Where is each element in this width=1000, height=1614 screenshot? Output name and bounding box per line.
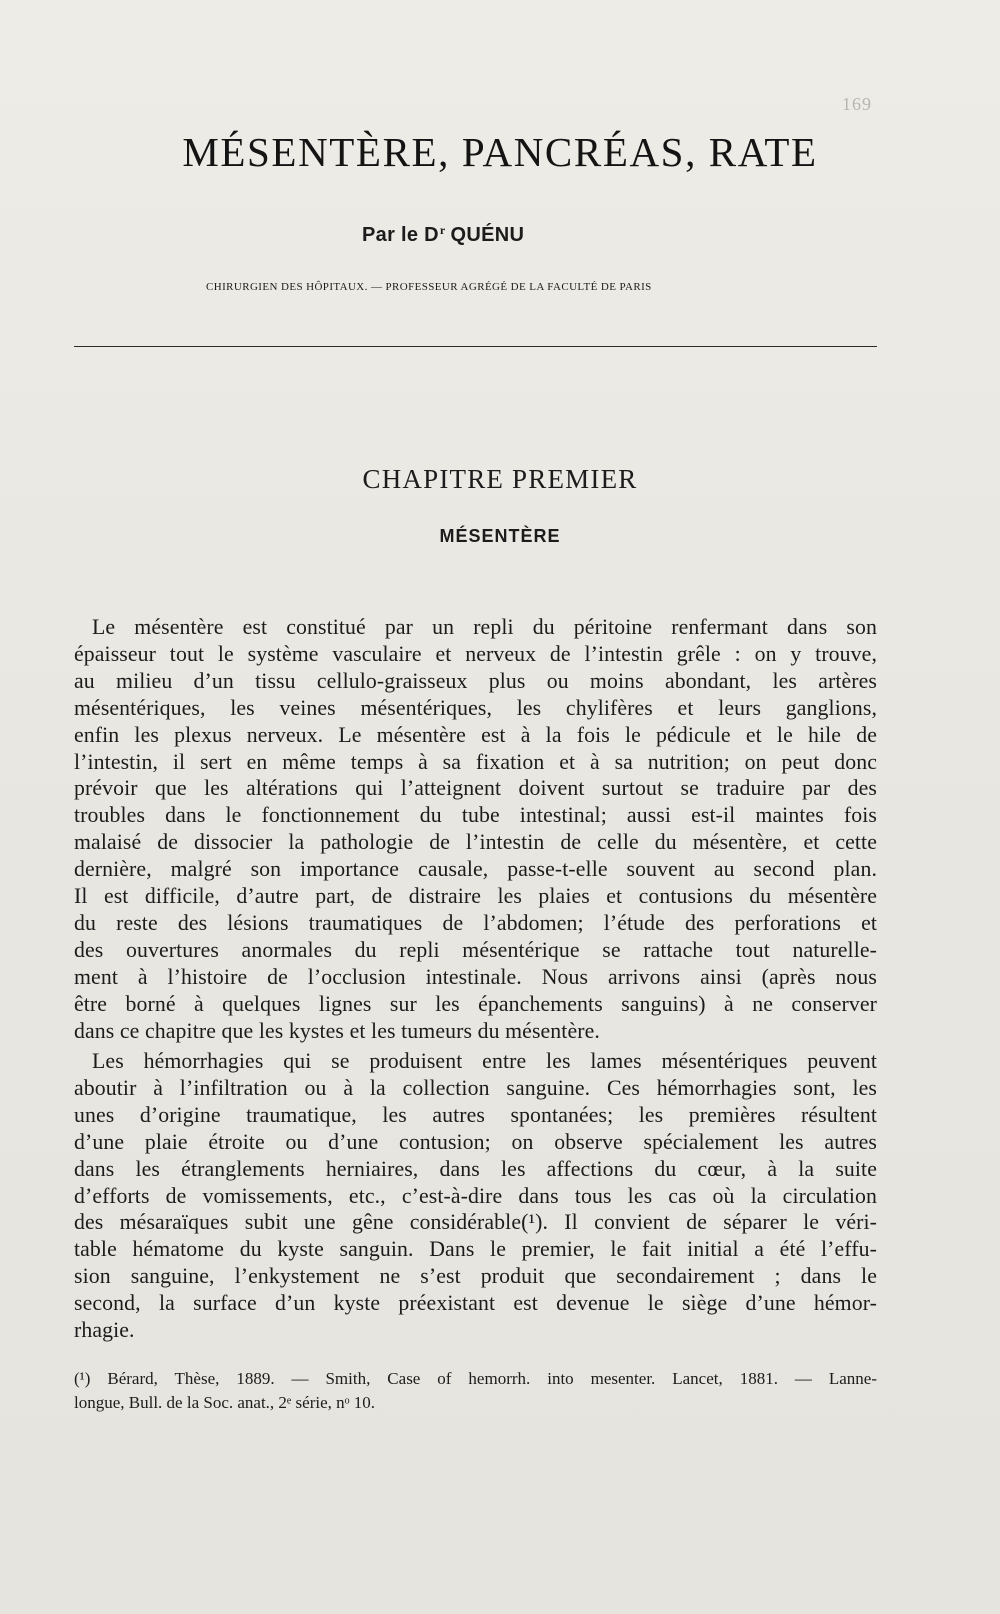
paragraph-line: épaisseur tout le système vasculaire et nerveux de l’intestin grêle : on y trouve,: [74, 641, 877, 666]
author-credentials: CHIRURGIEN DES HÔPITAUX. — PROFESSEUR AGRÉGÉ DE LA FACULTÉ DE PARIS: [206, 281, 652, 293]
paragraph-line: dans ce chapitre que les kystes et les tumeurs du mésentère.: [74, 1018, 600, 1043]
paragraph-line: Il est difficile, d’autre part, de distraire les plaies et contusions du mésentère: [74, 884, 877, 909]
paragraph-line: au milieu d’un tissu cellulo-graisseux plus ou moins abondant, les artères: [74, 668, 877, 693]
paragraph-line: unes d’origine traumatique, les autres spontanées; les premières résultent: [74, 1102, 877, 1127]
paragraph-line: l’intestin, il sert en même temps à sa fixation et à sa nutrition; on peut donc: [74, 749, 877, 774]
paragraph-line: aboutir à l’infiltration ou à la collection sanguine. Ces hémorrhagies sont, les: [74, 1075, 877, 1100]
chapter-title: CHAPITRE PREMIER: [362, 464, 638, 494]
paragraph-line: Le mésentère est constitué par un repli du péritoine renfermant dans son: [92, 615, 877, 639]
paragraph-line: table hématome du kyste sanguin. Dans le premier, le fait initial a été l’effu-: [74, 1237, 877, 1262]
paragraph-line: prévoir que les altérations qui l’atteignent doivent surtout se traduire par des: [74, 776, 877, 801]
author-prefix: Par le D: [362, 224, 439, 246]
paragraph-line: ment à l’histoire de l’occlusion intestinale. Nous arrivons ainsi (après nous: [74, 964, 877, 989]
paragraph-line: d’une plaie étroite ou d’une contusion; on observe spécialement les autres: [74, 1129, 877, 1154]
paragraph-line: des mésaraïques subit une gêne considérable(¹). Il convient de séparer le véri-: [74, 1210, 877, 1235]
paragraph-line: second, la surface d’un kyste préexistant est devenue le siège d’une hémor-: [74, 1291, 877, 1316]
paragraph-line: rhagie.: [74, 1318, 135, 1343]
body-paragraph-2: [74, 1048, 877, 1344]
paragraph-line: Les hémorrhagies qui se produisent entre les lames mésentériques peuvent: [92, 1049, 877, 1073]
footnote-line: longue, Bull. de la Soc. anat., 2ᵉ série, nᵒ 10.: [74, 1393, 376, 1412]
paragraph-line: sion sanguine, l’enkystement ne s’est produit que secondairement ; dans le: [74, 1264, 877, 1289]
author-line: [362, 224, 682, 247]
footnote-line: (¹) Bérard, Thèse, 1889. — Smith, Case of hemorrh. into mesenter. Lancet, 1881. — Lanne-: [74, 1369, 877, 1388]
author-title-superscript: r: [439, 223, 446, 237]
paragraph-line: être borné à quelques lignes sur les épanchements sanguins) à ne conserver: [74, 991, 877, 1016]
paragraph-line: dans les étranglements herniaires, dans les affections du cœur, à la suite: [74, 1156, 877, 1181]
body-paragraph-1: [74, 614, 877, 1045]
paragraph-line: des ouvertures anormales du repli mésentérique se rattache tout naturelle-: [74, 937, 877, 962]
paragraph-line: du reste des lésions traumatiques de l’abdomen; l’étude des perforations et: [74, 910, 877, 935]
paragraph-line: troubles dans le fonctionnement du tube intestinal; aussi est-il maintes fois: [74, 803, 877, 828]
page-title: MÉSENTÈRE, PANCRÉAS, RATE: [182, 129, 818, 175]
title-divider: [74, 346, 877, 347]
paragraph-line: d’efforts de vomissements, etc., c’est-à-dire dans tous les cas où la circulation: [74, 1183, 877, 1208]
paragraph-line: malaisé de dissocier la pathologie de l’intestin de celle du mésentère, et cette: [74, 830, 877, 855]
paragraph-line: dernière, malgré son importance causale, passe-t-elle souvent au second plan.: [74, 857, 877, 882]
footnote: [74, 1367, 877, 1415]
section-title: MÉSENTÈRE: [439, 526, 561, 546]
paragraph-line: mésentériques, les veines mésentériques, les chylifères et leurs ganglions,: [74, 695, 877, 720]
page-number: 169: [842, 94, 872, 114]
paragraph-line: enfin les plexus nerveux. Le mésentère est à la fois le pédicule et le hile de: [74, 722, 877, 747]
author-name: QUÉNU: [450, 224, 525, 246]
